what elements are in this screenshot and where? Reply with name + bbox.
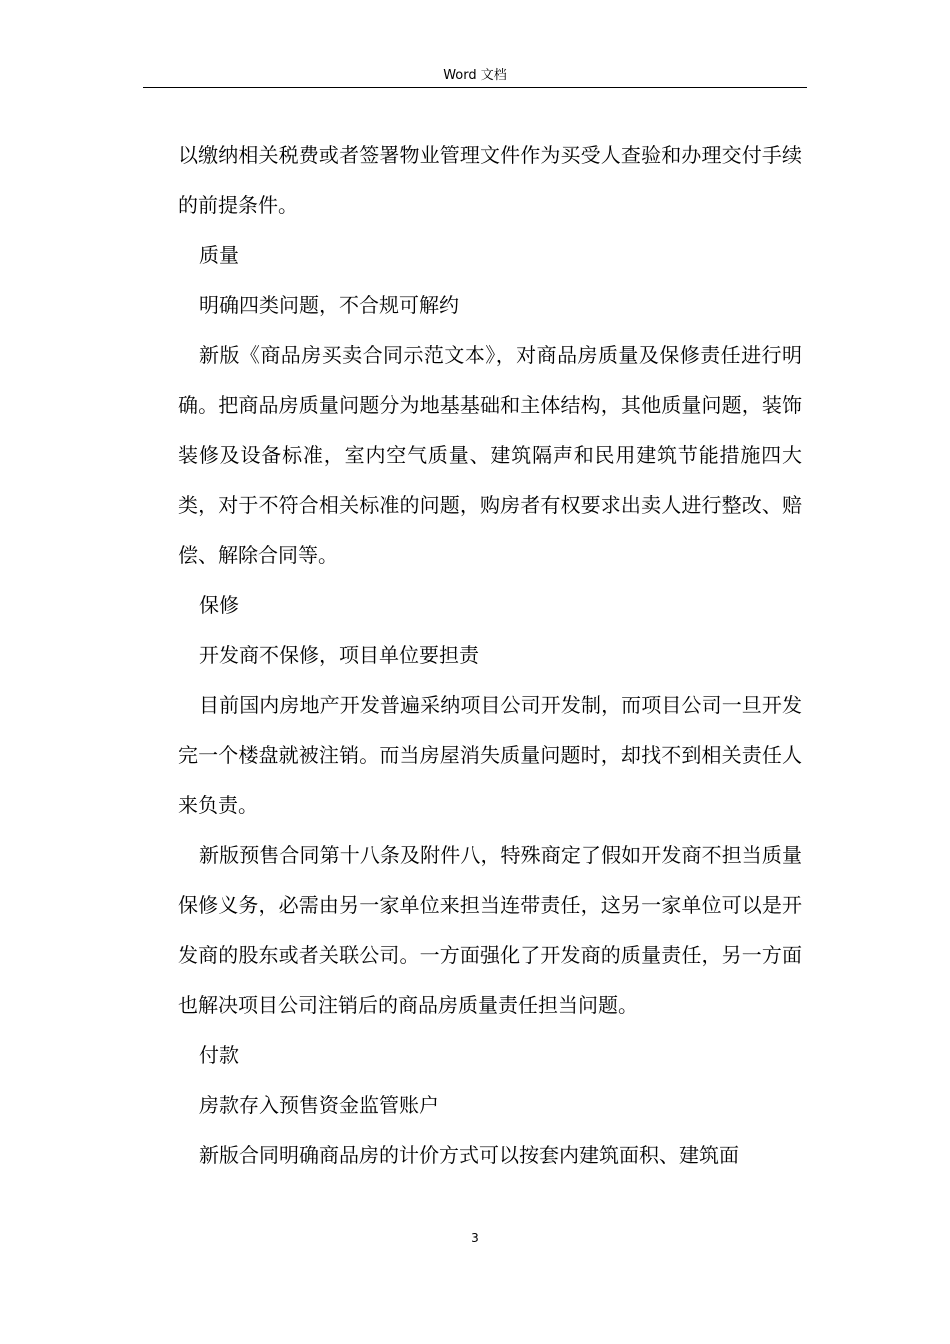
document-body <box>178 130 802 1180</box>
paragraph: 新版预售合同第十八条及附件八，特殊商定了假如开发商不担当质量保修义务，必需由另一家单位来担当连带责任，这另一家单位可以是开发商的股东或者关联公司。一方面强化了开发商的质量责任，另一方面也解决项目公司注销后的商品房质量责任担当问题。 <box>178 843 802 1017</box>
header-divider <box>143 87 807 88</box>
paragraph: 新版合同明确商品房的计价方式可以按套内建筑面积、建筑面 <box>199 1143 739 1167</box>
paragraph: 新版《商品房买卖合同示范文本》，对商品房质量及保修责任进行明确。把商品房质量问题分为地基基础和主体结构，其他质量问题，装饰装修及设备标准，室内空气质量、建筑隔声和民用建筑节能措施四大类，对于不符合相关标准的问题，购房者有权要求出卖人进行整改、赔偿、解除合同等。 <box>178 343 802 567</box>
section-heading-payment: 付款 <box>199 1043 239 1067</box>
section-heading-warranty: 保修 <box>199 593 239 617</box>
subheading: 明确四类问题，不合规可解约 <box>199 293 459 317</box>
page-header: Word 文档 <box>443 68 507 83</box>
subheading: 开发商不保修，项目单位要担责 <box>199 643 479 667</box>
paragraph: 目前国内房地产开发普遍采纳项目公司开发制，而项目公司一旦开发完一个楼盘就被注销。而当房屋消失质量问题时，却找不到相关责任人来负责。 <box>178 693 802 817</box>
subheading: 房款存入预售资金监管账户 <box>199 1093 439 1117</box>
section-heading-quality: 质量 <box>199 243 239 267</box>
page-number: 3 <box>471 1231 479 1245</box>
paragraph: 以缴纳相关税费或者签署物业管理文件作为买受人查验和办理交付手续的前提条件。 <box>178 143 802 217</box>
